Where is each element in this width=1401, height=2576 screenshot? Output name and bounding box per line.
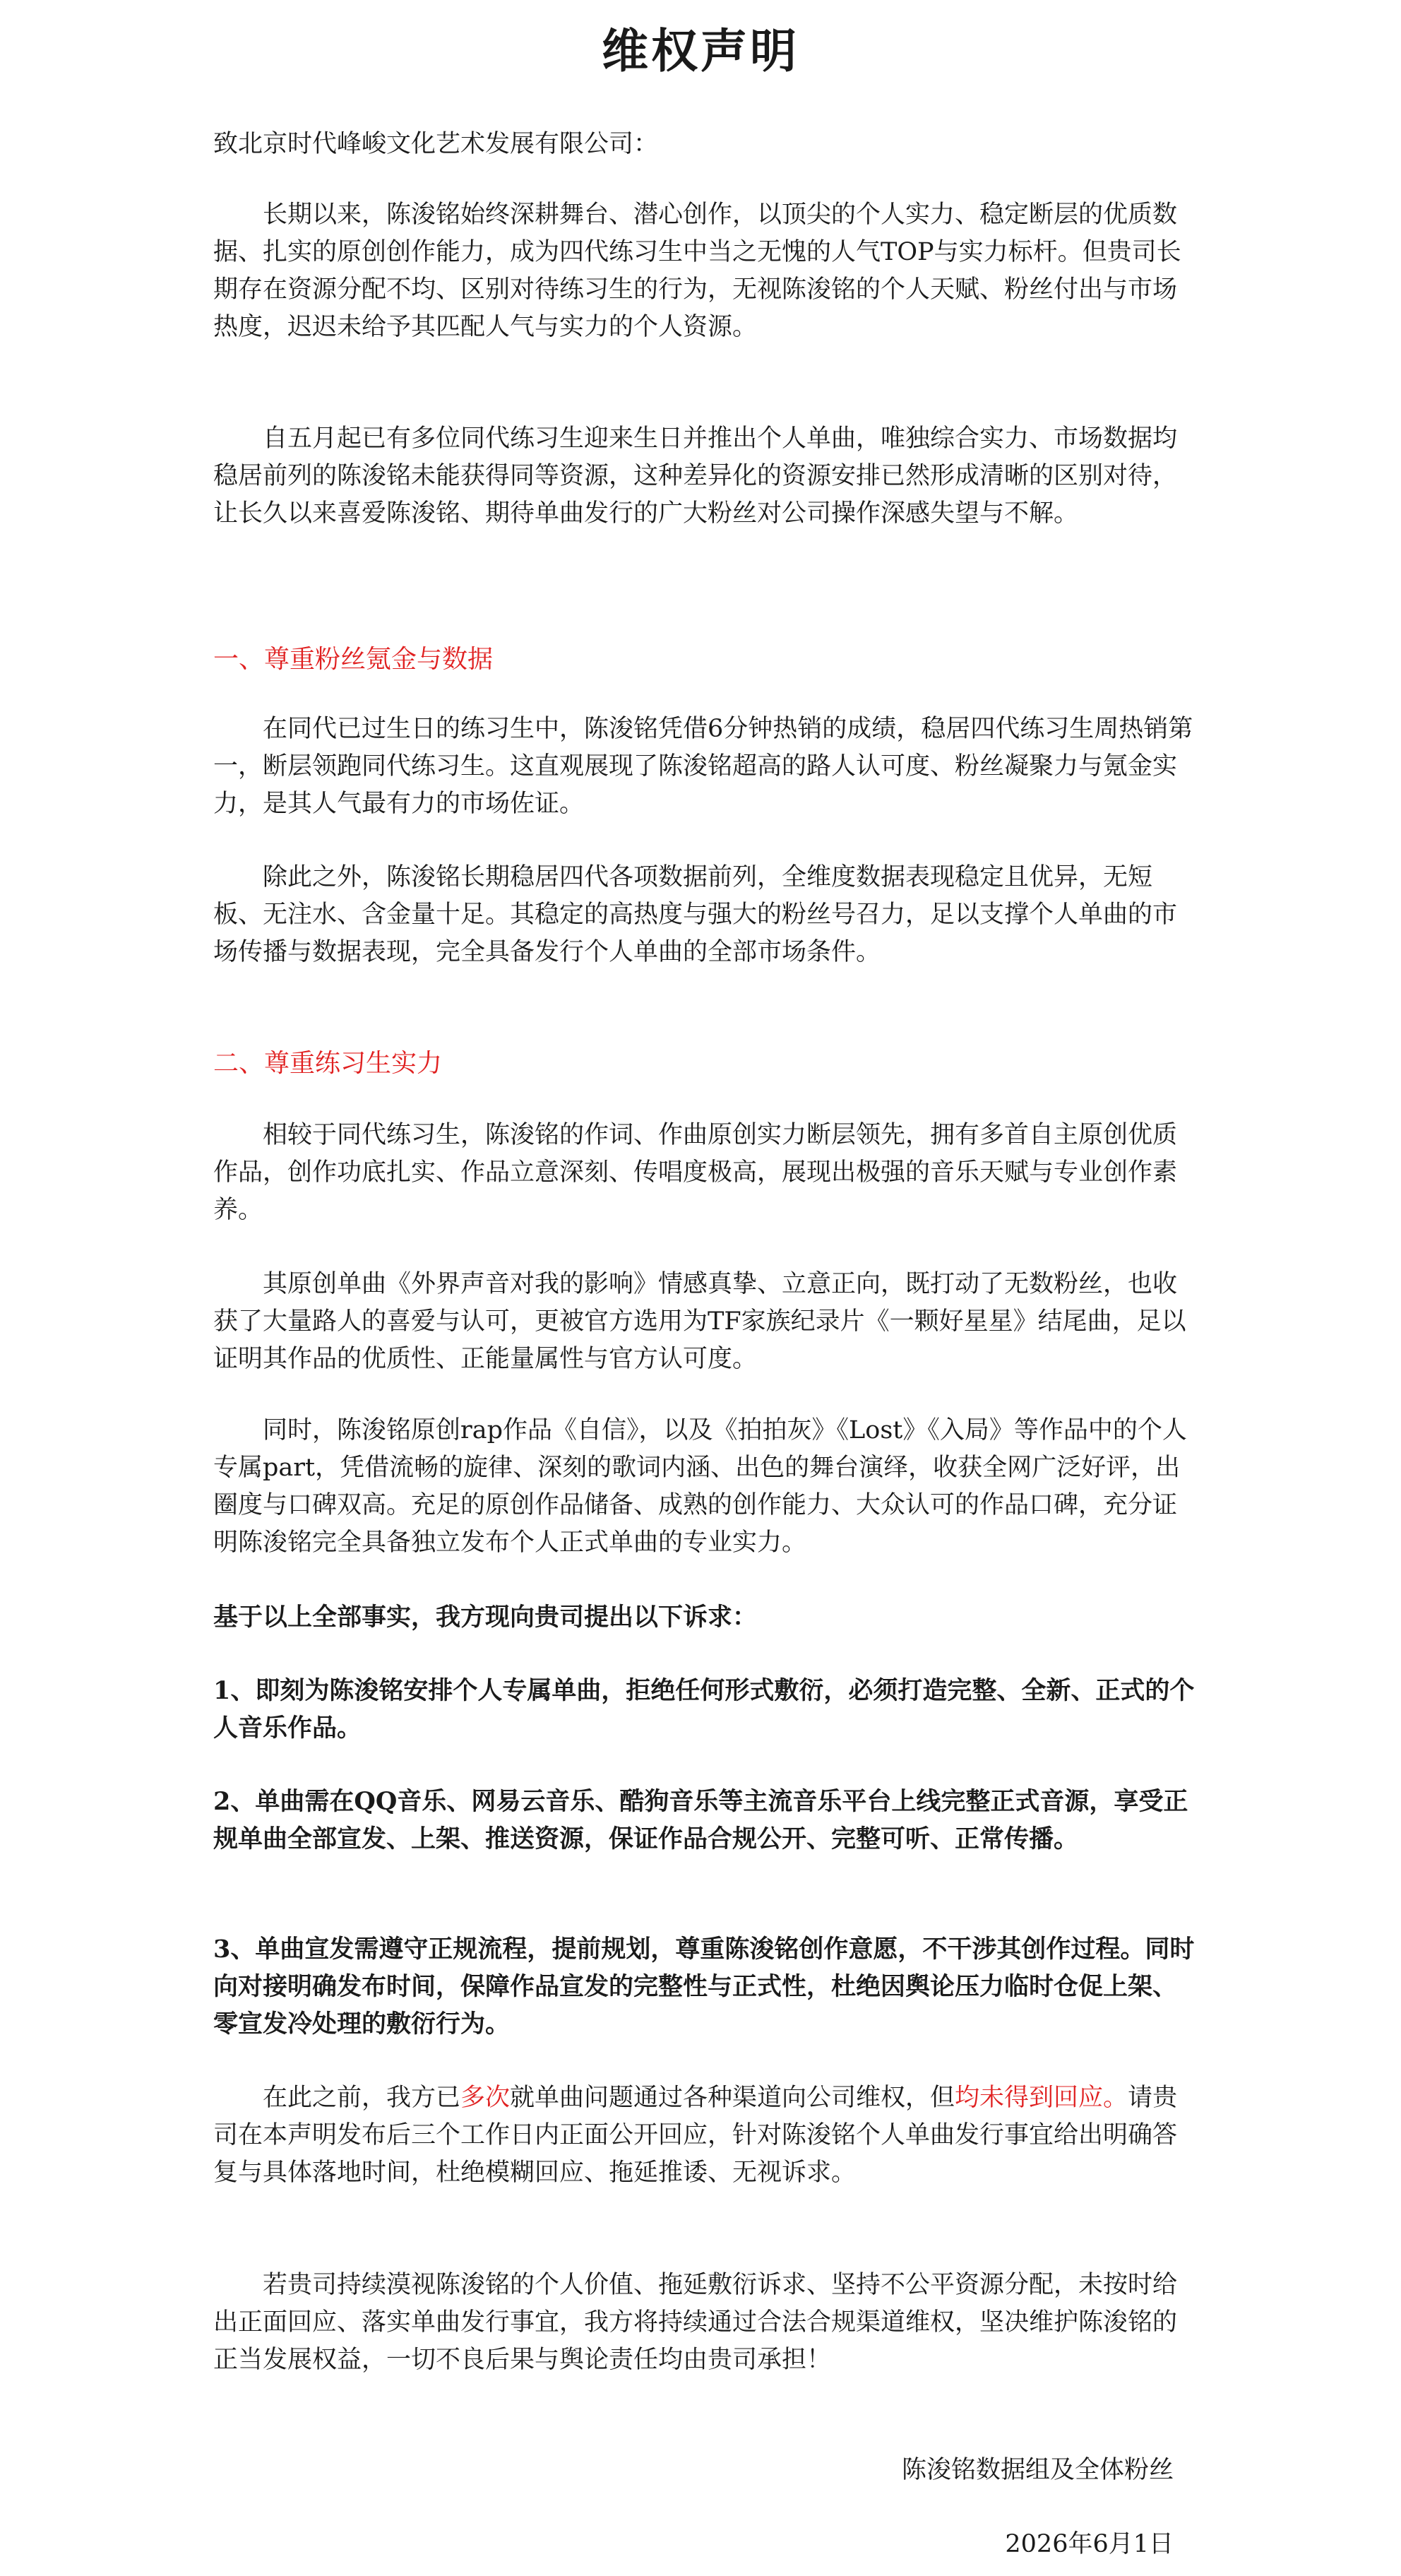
section-1-paragraph-2: 除此之外，陈浚铭长期稳居四代各项数据前列，全维度数据表现稳定且优异，无短板、无注水、含金量十足。其稳定的高热度与强大的粉丝号召力，足以支撑个人单曲的市场传播与数据表现，完全具备发行个人单曲的全部市场条件。 <box>213 863 1178 966</box>
demands-lead: 基于以上全部事实，我方现向贵司提出以下诉求： <box>213 1603 758 1632</box>
demand-3: 3、单曲宣发需遵守正规流程，提前规划，尊重陈浚铭创作意愿，不干涉其创作过程。同时向对接明确发布时间，保障作品宣发的完整性与正式性，杜绝因舆论压力临时仓促上架、零宣发冷处理的敷衍行为。 <box>213 1935 1195 2038</box>
closing-text-b: 就单曲问题通过各种渠道向公司维权，但 <box>510 2084 955 2112</box>
closing-paragraph-2: 若贵司持续漠视陈浚铭的个人价值、拖延敷衍诉求、坚持不公平资源分配，未按时给出正面回应、落实单曲发行事宜，我方将持续通过合法合规渠道维权，坚决维护陈浚铭的正当发展权益，一切不良后果与舆论责任均由贵司承担！ <box>213 2271 1178 2374</box>
section-2-paragraph-3: 同时，陈浚铭原创rap作品《自信》，以及《拍拍灰》《Lost》《入局》等作品中的个人专属part，凭借流畅的旋律、深刻的歌词内涵、出色的舞台演绎，收获全网广泛好评，出圈度与口碑双高。充足的原创作品储备、成熟的创作能力、大众认可的作品口碑，充分证明陈浚铭完全具备独立发布个人正式单曲的专业实力。 <box>213 1416 1187 1557</box>
emphasis-no-response: 均未得到回应。 <box>955 2084 1128 2112</box>
emphasis-repeated: 多次 <box>460 2084 511 2112</box>
closing-paragraph-1 <box>213 2079 1195 2192</box>
intro-paragraph-2: 自五月起已有多位同代练习生迎来生日并推出个人单曲，唯独综合实力、市场数据均稳居前列的陈浚铭未能获得同等资源，这种差异化的资源安排已然形成清晰的区别对待，让长久以来喜爱陈浚铭、期待单曲发行的广大粉丝对公司操作深感失望与不解。 <box>213 425 1178 528</box>
salutation: 致北京时代峰峻文化艺术发展有限公司： <box>213 130 659 158</box>
section-1-heading: 一、尊重粉丝氪金与数据 <box>213 645 494 674</box>
signature: 陈浚铭数据组及全体粉丝 <box>901 2456 1174 2484</box>
closing-text-a: 在此之前，我方已 <box>263 2084 461 2112</box>
demand-2: 2、单曲需在QQ音乐、网易云音乐、酷狗音乐等主流音乐平台上线完整正式音源，享受正规单曲全部宣发、上架、推送资源，保证作品合规公开、完整可听、正常传播。 <box>213 1787 1188 1853</box>
section-2-paragraph-2: 其原创单曲《外界声音对我的影响》情感真挚、立意正向，既打动了无数粉丝，也收获了大量路人的喜爱与认可，更被官方选用为TF家族纪录片《一颗好星星》结尾曲，足以证明其作品的优质性、正能量属性与官方认可度。 <box>213 1270 1186 1373</box>
document-title: 维权声明 <box>602 24 799 78</box>
section-2-paragraph-1: 相较于同代练习生，陈浚铭的作词、作曲原创实力断层领先，拥有多首自主原创优质作品，创作功底扎实、作品立意深刻、传唱度极高，展现出极强的音乐天赋与专业创作素养。 <box>213 1121 1178 1224</box>
section-1-paragraph-1: 在同代已过生日的练习生中，陈浚铭凭借6分钟热销的成绩，稳居四代练习生周热销第一，断层领跑同代练习生。这直观展现了陈浚铭超高的路人认可度、粉丝凝聚力与氪金实力，是其人气最有力的市场佐证。 <box>213 715 1193 818</box>
closing-text-c: 请贵司在本声明发布后三个工作日内正面公开回应，针对陈浚铭个人单曲发行事宜给出明确答复与具体落地时间，杜绝模糊回应、拖延推诿、无视诉求。 <box>213 2084 1178 2187</box>
statement-date: 2026年6月1日 <box>1005 2530 1174 2558</box>
section-2-heading: 二、尊重练习生实力 <box>213 1049 443 1078</box>
demand-1: 1、即刻为陈浚铭安排个人专属单曲，拒绝任何形式敷衍，必须打造完整、全新、正式的个人音乐作品。 <box>213 1676 1195 1743</box>
intro-paragraph-1: 长期以来，陈浚铭始终深耕舞台、潜心创作，以顶尖的个人实力、稳定断层的优质数据、扎实的原创创作能力，成为四代练习生中当之无愧的人气TOP与实力标杆。但贵司长期存在资源分配不均、区别对待练习生的行为，无视陈浚铭的个人天赋、粉丝付出与市场热度，迟迟未给予其匹配人气与实力的个人资源。 <box>213 201 1181 341</box>
